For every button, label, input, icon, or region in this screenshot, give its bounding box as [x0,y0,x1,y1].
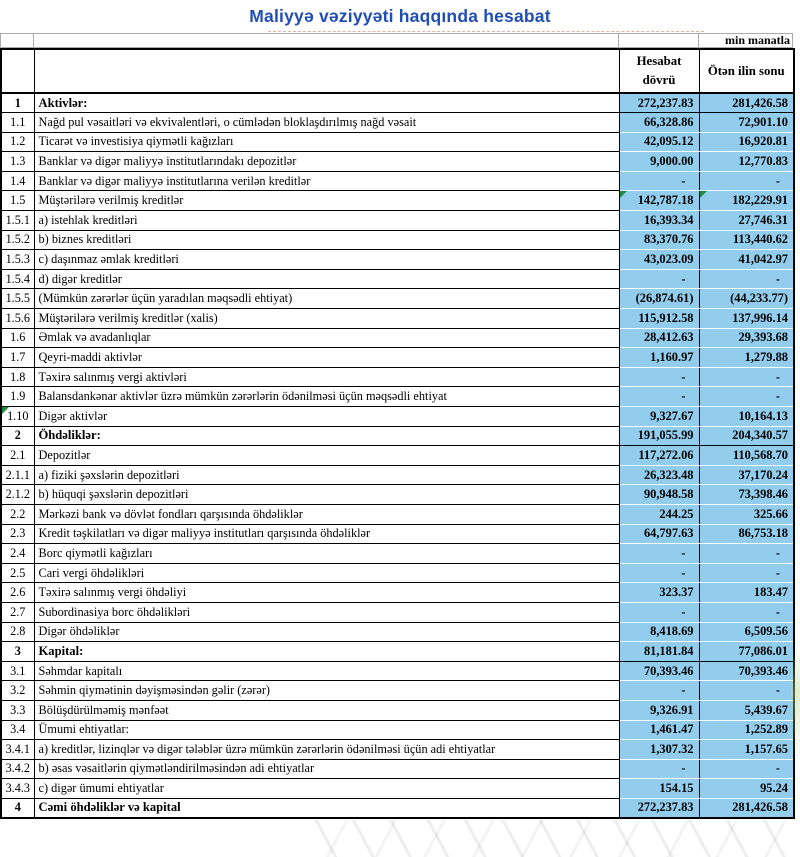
table-row [1,132,794,152]
table-row [1,798,794,818]
row-number-cell[interactable]: 2.4 [1,544,34,564]
table-row [1,367,794,387]
row-number-cell[interactable]: 2.6 [1,583,34,603]
table-row [1,426,794,446]
row-label-cell[interactable]: Qeyri-maddi aktivlər [34,348,619,368]
table-row [1,387,794,407]
row-label-cell[interactable]: Öhdəliklər: [34,426,619,446]
value-reporting-period-cell[interactable]: - [619,269,699,289]
row-number-cell[interactable]: 3.1 [1,661,34,681]
table-row [1,348,794,368]
row-label-cell[interactable]: Banklar və digər maliyyə institutlarındakı depozitlər [34,152,619,172]
watermark-pattern [300,820,800,857]
row-number-cell[interactable]: 3.4.3 [1,779,34,799]
value-reporting-period-cell[interactable]: 90,948.58 [619,485,699,505]
row-label-cell[interactable]: c) digər ümumi ehtiyatlar [34,779,619,799]
value-reporting-period-cell[interactable]: 272,237.83 [619,93,699,113]
value-reporting-period-cell[interactable]: 66,328.86 [619,113,699,133]
value-prior-year-cell[interactable]: 77,086.01 [699,642,794,662]
table-row [1,602,794,622]
comment-marker-icon [620,191,627,198]
table-row [1,309,794,329]
value-prior-year-cell[interactable]: 325.66 [699,504,794,524]
value-reporting-period-cell[interactable]: 8,418.69 [619,622,699,642]
row-label-cell[interactable]: Digər aktivlər [34,407,619,427]
table-row [1,700,794,720]
row-number-cell[interactable]: 3.4 [1,720,34,740]
row-number-cell[interactable]: 1.3 [1,152,34,172]
balance-sheet-table [0,48,795,819]
table-row [1,544,794,564]
value-prior-year-cell[interactable]: (44,233.77) [699,289,794,309]
value-prior-year-cell[interactable]: 6,509.56 [699,622,794,642]
unit-label[interactable]: min manatla [698,33,793,48]
row-number-cell[interactable]: 1.1 [1,113,34,133]
comment-marker-icon [700,191,707,198]
row-number-cell[interactable]: 2.7 [1,602,34,622]
watermark-edge-smudge [791,645,800,765]
value-reporting-period-cell[interactable]: 142,787.18 [619,191,699,211]
table-row [1,289,794,309]
value-reporting-period-cell[interactable]: 43,023.09 [619,250,699,270]
value-prior-year-cell[interactable]: - [699,602,794,622]
value-reporting-period-cell[interactable]: 1,160.97 [619,348,699,368]
value-prior-year-cell[interactable]: 1,252.89 [699,720,794,740]
row-label-cell[interactable]: a) kreditlər, lizinqlər və digər tələblər üzrə mümkün zərərlərin ödənilməsi üçün adi ehtiyatlar [34,740,619,760]
value-prior-year-cell[interactable]: 5,439.67 [699,700,794,720]
table-row [1,622,794,642]
table-row [1,446,794,466]
value-reporting-period-cell[interactable]: 9,327.67 [619,407,699,427]
value-reporting-period-cell[interactable]: - [619,544,699,564]
value-prior-year-cell[interactable]: 86,753.18 [699,524,794,544]
table-row [1,328,794,348]
row-label-cell[interactable]: Aktivlər: [34,93,619,113]
row-number-cell[interactable]: 3.4.1 [1,740,34,760]
value-reporting-period-cell[interactable]: 191,055.99 [619,426,699,446]
row-number-cell[interactable]: 1.9 [1,387,34,407]
value-reporting-period-cell[interactable]: 81,181.84 [619,642,699,662]
row-number-cell[interactable]: 1.5.3 [1,250,34,270]
row-number-cell[interactable]: 1.8 [1,367,34,387]
value-reporting-period-cell[interactable]: - [619,681,699,701]
row-label-cell[interactable]: Ümumi ehtiyatlar: [34,720,619,740]
row-number-cell[interactable]: 1.5.1 [1,211,34,231]
value-prior-year-cell[interactable]: - [699,367,794,387]
value-reporting-period-cell[interactable]: - [619,563,699,583]
value-prior-year-cell[interactable]: - [699,563,794,583]
table-row [1,563,794,583]
unit-row-cell-c[interactable] [618,33,698,48]
header-cell-num[interactable] [1,49,34,93]
table-row [1,113,794,133]
value-prior-year-cell[interactable]: - [699,544,794,564]
value-reporting-period-cell[interactable]: 83,370.76 [619,230,699,250]
table-row [1,720,794,740]
row-label-cell[interactable]: Səhmin qiymətinin dəyişməsindən gəlir (zərər) [34,681,619,701]
unit-row-cell-b[interactable] [33,33,618,48]
value-prior-year-cell[interactable]: 137,996.14 [699,309,794,329]
row-number-cell[interactable]: 1.10 [1,407,34,427]
row-label-cell[interactable]: b) əsas vəsaitlərin qiymətləndirilməsindən adi ehtiyatlar [34,759,619,779]
row-label-cell[interactable]: Səhmdar kapitalı [34,661,619,681]
row-number-cell[interactable]: 1 [1,93,34,113]
table-row [1,583,794,603]
row-number-cell[interactable]: 3.3 [1,700,34,720]
table-row [1,191,794,211]
table-row [1,152,794,172]
table-row [1,465,794,485]
table-row [1,504,794,524]
row-label-cell[interactable]: Digər öhdəliklər [34,622,619,642]
value-prior-year-cell[interactable]: - [699,269,794,289]
table-row [1,740,794,760]
value-prior-year-cell[interactable]: 29,393.68 [699,328,794,348]
row-label-cell[interactable]: Depozitlər [34,446,619,466]
value-reporting-period-cell[interactable]: - [619,171,699,191]
row-label-cell[interactable]: (Mümkün zərərlər üçün yaradılan məqsədli ehtiyat) [34,289,619,309]
row-label-cell[interactable]: Banklar və digər maliyyə institutlarına verilən kreditlər [34,171,619,191]
value-reporting-period-cell[interactable]: 1,307.32 [619,740,699,760]
value-prior-year-cell[interactable]: 73,398.46 [699,485,794,505]
table-body [1,93,794,818]
value-reporting-period-cell[interactable]: 154.15 [619,779,699,799]
row-number-cell[interactable]: 3.2 [1,681,34,701]
table-row [1,269,794,289]
value-reporting-period-cell[interactable]: 64,797.63 [619,524,699,544]
value-prior-year-cell[interactable]: 182,229.91 [699,191,794,211]
row-label-cell[interactable]: Nağd pul vəsaitləri və ekvivalentləri, o cümlədən bloklaşdırılmış nağd vəsait [34,113,619,133]
table-row [1,211,794,231]
value-prior-year-cell[interactable]: 113,440.62 [699,230,794,250]
row-label-cell[interactable]: a) fiziki şəxslərin depozitləri [34,465,619,485]
row-label-cell[interactable]: Bölüşdürülməmiş mənfəət [34,700,619,720]
value-prior-year-cell[interactable]: 110,568.70 [699,446,794,466]
row-label-cell[interactable]: a) istehlak kreditləri [34,211,619,231]
report-title: Maliyyə vəziyyəti haqqında hesabat [249,6,551,26]
value-prior-year-cell[interactable]: 183.47 [699,583,794,603]
value-prior-year-cell[interactable]: 27,746.31 [699,211,794,231]
unit-row-cell-a[interactable] [0,33,33,48]
row-label-cell[interactable]: Mərkəzi bank və dövlət fondları qarşısında öhdəliklər [34,504,619,524]
value-prior-year-cell[interactable]: 281,426.58 [699,798,794,818]
value-prior-year-cell[interactable]: 95.24 [699,779,794,799]
value-prior-year-cell[interactable]: - [699,387,794,407]
value-reporting-period-cell[interactable]: 323.37 [619,583,699,603]
table-row [1,759,794,779]
row-number-cell[interactable]: 1.6 [1,328,34,348]
value-prior-year-cell[interactable]: 1,157.65 [699,740,794,760]
row-label-cell[interactable]: c) daşınmaz əmlak kreditləri [34,250,619,270]
row-number-cell[interactable]: 1.5.4 [1,269,34,289]
value-prior-year-cell[interactable]: - [699,759,794,779]
table-row [1,642,794,662]
value-prior-year-cell[interactable]: 1,279.88 [699,348,794,368]
table-row [1,250,794,270]
table-row [1,524,794,544]
row-label-cell[interactable]: Subordinasiya borc öhdəlikləri [34,602,619,622]
value-reporting-period-cell[interactable]: - [619,602,699,622]
row-label-cell[interactable]: Təxirə salınmış vergi aktivləri [34,367,619,387]
value-reporting-period-cell[interactable]: 9,000.00 [619,152,699,172]
value-reporting-period-cell[interactable]: 16,393.34 [619,211,699,231]
row-label-cell[interactable]: Ticarət və investisiya qiymətli kağızları [34,132,619,152]
row-number-cell[interactable]: 2.1.1 [1,465,34,485]
value-reporting-period-cell[interactable]: 28,412.63 [619,328,699,348]
row-label-cell[interactable]: b) biznes kreditləri [34,230,619,250]
row-label-cell[interactable]: Müştərilərə verilmiş kreditlər (xalis) [34,309,619,329]
value-reporting-period-cell[interactable]: 26,323.48 [619,465,699,485]
page-break-line [268,31,704,32]
row-number-cell[interactable]: 1.5.5 [1,289,34,309]
row-label-cell[interactable]: Balansdankənar aktivlər üzrə mümkün zərərlərin ödənilməsi üçün məqsədli ehtiyat [34,387,619,407]
value-prior-year-cell[interactable]: 70,393.46 [699,661,794,681]
row-number-cell[interactable]: 1.5 [1,191,34,211]
column-header-prior-year-end[interactable]: Ötən ilin sonu [699,49,794,93]
row-number-cell[interactable]: 2.1 [1,446,34,466]
value-prior-year-cell[interactable]: 12,770.83 [699,152,794,172]
row-number-cell[interactable]: 3 [1,642,34,662]
row-number-cell[interactable]: 1.5.2 [1,230,34,250]
value-prior-year-cell[interactable]: - [699,681,794,701]
table-row [1,681,794,701]
value-reporting-period-cell[interactable]: 244.25 [619,504,699,524]
table-row [1,661,794,681]
row-number-cell[interactable]: 1.4 [1,171,34,191]
comment-marker-icon [2,407,9,414]
value-reporting-period-cell[interactable]: 70,393.46 [619,661,699,681]
header-cell-desc[interactable] [34,49,619,93]
value-prior-year-cell[interactable]: 10,164.13 [699,407,794,427]
value-reporting-period-cell[interactable]: 117,272.06 [619,446,699,466]
value-reporting-period-cell[interactable]: 272,237.83 [619,798,699,818]
row-number-cell[interactable]: 2.1.2 [1,485,34,505]
value-prior-year-cell[interactable]: 37,170.24 [699,465,794,485]
value-reporting-period-cell[interactable]: - [619,759,699,779]
row-label-cell[interactable]: d) digər kreditlər [34,269,619,289]
value-prior-year-cell[interactable]: - [699,171,794,191]
row-number-cell[interactable]: 3.4.2 [1,759,34,779]
value-reporting-period-cell[interactable]: 115,912.58 [619,309,699,329]
row-number-cell[interactable]: 2.2 [1,504,34,524]
value-reporting-period-cell[interactable]: - [619,387,699,407]
table-row [1,485,794,505]
value-reporting-period-cell[interactable]: 9,326.91 [619,700,699,720]
header-row [1,49,794,93]
row-number-cell[interactable]: 2.5 [1,563,34,583]
value-reporting-period-cell[interactable]: 42,095.12 [619,132,699,152]
value-reporting-period-cell[interactable]: (26,874.61) [619,289,699,309]
row-number-cell[interactable]: 4 [1,798,34,818]
value-prior-year-cell[interactable]: 41,042.97 [699,250,794,270]
row-label-cell[interactable]: Cəmi öhdəliklər və kapital [34,798,619,818]
table-row [1,171,794,191]
row-label-cell[interactable]: Kredit təşkilatları və digər maliyyə institutları qarşısında öhdəliklər [34,524,619,544]
row-label-cell[interactable]: Əmlak və avadanlıqlar [34,328,619,348]
row-label-cell[interactable]: Cari vergi öhdəlikləri [34,563,619,583]
row-label-cell[interactable]: Təxirə salınmış vergi öhdəliyi [34,583,619,603]
row-label-cell[interactable]: Borc qiymətli kağızları [34,544,619,564]
value-prior-year-cell[interactable]: 72,901.10 [699,113,794,133]
row-number-cell[interactable]: 1.7 [1,348,34,368]
table-row [1,230,794,250]
value-prior-year-cell[interactable]: 16,920.81 [699,132,794,152]
unit-row [0,33,793,48]
row-number-cell[interactable]: 2 [1,426,34,446]
row-label-cell[interactable]: b) hüquqi şəxslərin depozitləri [34,485,619,505]
value-prior-year-cell[interactable]: 204,340.57 [699,426,794,446]
value-reporting-period-cell[interactable]: - [619,367,699,387]
value-reporting-period-cell[interactable]: 1,461.47 [619,720,699,740]
row-label-cell[interactable]: Müştərilərə verilmiş kreditlər [34,191,619,211]
row-number-cell[interactable]: 1.2 [1,132,34,152]
row-label-cell[interactable]: Kapital: [34,642,619,662]
table-row [1,407,794,427]
row-number-cell[interactable]: 2.3 [1,524,34,544]
row-number-cell[interactable]: 2.8 [1,622,34,642]
value-prior-year-cell[interactable]: 281,426.58 [699,93,794,113]
table-row [1,779,794,799]
table-row [1,93,794,113]
row-number-cell[interactable]: 1.5.6 [1,309,34,329]
column-header-reporting-period[interactable]: Hesabat dövrü [619,49,699,93]
